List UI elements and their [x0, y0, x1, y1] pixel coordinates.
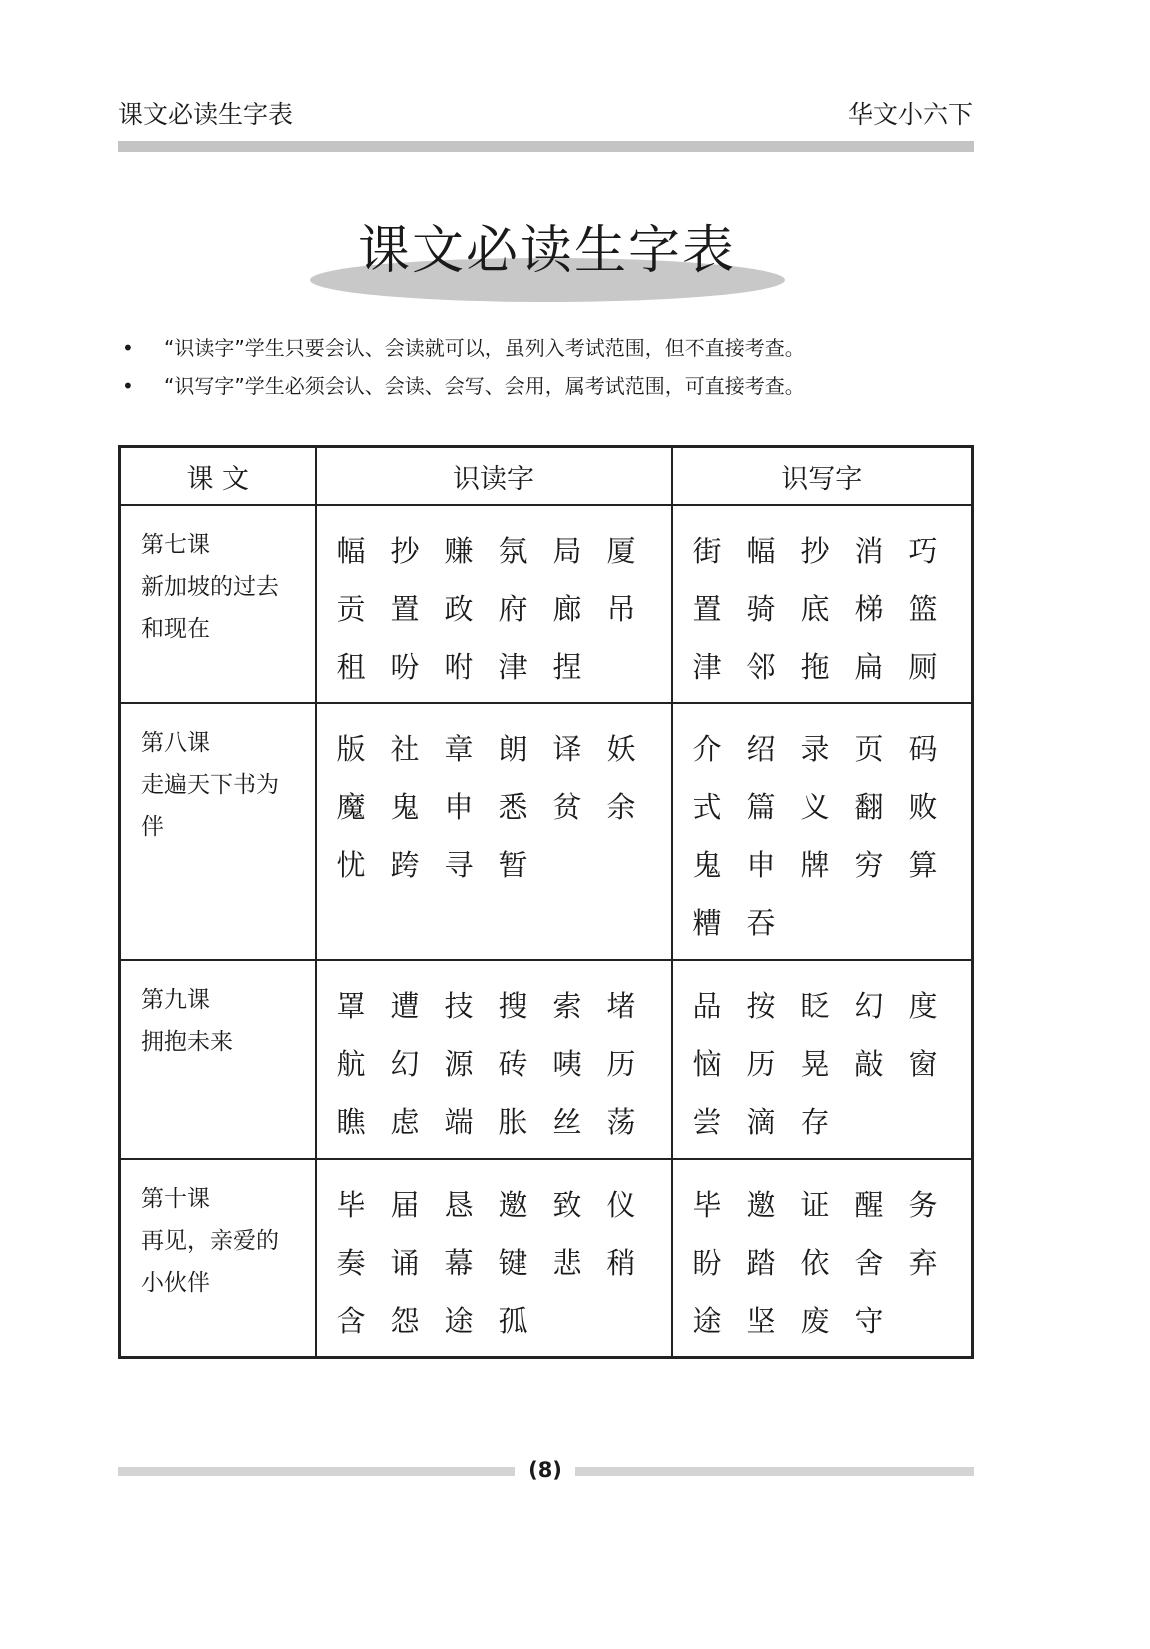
running-header-title: 课文必读生字表	[118, 100, 294, 129]
table-row	[120, 960, 973, 1159]
page-number: (8)	[515, 1458, 575, 1482]
character-line: 毕邀证醒务	[692, 1188, 963, 1222]
character-line: 幅抄赚氛局厦	[336, 534, 661, 568]
lesson-line: 新加坡的过去	[141, 574, 279, 600]
character-line: 毕届恳邀致仪	[336, 1188, 661, 1222]
table-row	[120, 1159, 973, 1357]
character-line: 魔鬼申悉贫余	[336, 790, 661, 824]
character-line: 途坚废守	[692, 1304, 909, 1338]
lesson-line: 走遍天下书为	[141, 772, 279, 798]
character-line: 租吩咐津捏	[336, 650, 607, 684]
character-line: 尝滴存	[692, 1105, 855, 1139]
table-row	[120, 505, 973, 703]
character-line: 版社章朗译妖	[336, 732, 661, 766]
character-line: 盼踏依舍弃	[692, 1246, 963, 1280]
header-divider	[118, 141, 974, 152]
lesson-cell	[120, 1159, 316, 1357]
read-characters-cell	[316, 703, 672, 960]
character-table	[118, 445, 974, 1359]
lesson-cell	[120, 703, 316, 960]
write-characters-cell	[672, 960, 973, 1159]
write-characters-cell	[672, 703, 973, 960]
character-line: 介绍录页码	[692, 732, 963, 766]
character-line: 奏诵幕键悲稍	[336, 1246, 661, 1280]
character-line: 糟吞	[692, 906, 801, 940]
write-characters-cell	[672, 505, 973, 703]
character-line: 罩遭技搜索堵	[336, 989, 661, 1023]
column-header-lesson: 课 文	[120, 447, 316, 506]
character-line: 忧跨寻暂	[336, 848, 553, 882]
note-item	[122, 370, 805, 399]
lesson-line: 伴	[141, 814, 164, 840]
character-line: 式篇义翻败	[692, 790, 963, 824]
read-characters-cell	[316, 505, 672, 703]
lesson-cell	[120, 960, 316, 1159]
read-characters-cell	[316, 960, 672, 1159]
lesson-line: 第十课	[141, 1186, 210, 1212]
lesson-line: 小伙伴	[141, 1270, 210, 1296]
table-row	[120, 703, 973, 960]
lesson-line: 拥抱未来	[141, 1029, 233, 1055]
character-line: 津邻拖扁厕	[692, 650, 963, 684]
character-line: 瞧虑端胀丝荡	[336, 1105, 661, 1139]
character-line: 品按眨幻度	[692, 989, 963, 1023]
character-line: 航幻源砖咦历	[336, 1047, 661, 1081]
lesson-cell	[120, 505, 316, 703]
lesson-line: 再见，亲爱的	[141, 1228, 279, 1254]
lesson-line: 第七课	[141, 532, 210, 558]
character-line: 街幅抄消巧	[692, 534, 963, 568]
lesson-line: 和现在	[141, 616, 210, 642]
character-line: 置骑底梯篮	[692, 592, 963, 626]
character-line: 贡置政府廊吊	[336, 592, 661, 626]
character-line: 恼历晃敲窗	[692, 1047, 963, 1081]
column-header-read: 识读字	[316, 447, 672, 506]
character-line: 鬼申牌穷算	[692, 848, 963, 882]
character-line: 含怨途孤	[336, 1304, 553, 1338]
bullet-icon: •	[122, 336, 134, 360]
column-header-write: 识写字	[672, 447, 973, 506]
running-header-book: 华文小六下	[847, 100, 973, 129]
note-text: “识读字”学生只要会认、会读就可以，虽列入考试范围，但不直接考查。	[164, 336, 805, 360]
note-item	[122, 332, 805, 361]
lesson-line: 第九课	[141, 987, 210, 1013]
bullet-icon: •	[122, 374, 134, 398]
note-text: “识写字”学生必须会认、会读、会写、会用，属考试范围，可直接考查。	[164, 374, 805, 398]
page-title: 课文必读生字表	[357, 221, 736, 281]
read-characters-cell	[316, 1159, 672, 1357]
lesson-line: 第八课	[141, 730, 210, 756]
write-characters-cell	[672, 1159, 973, 1357]
